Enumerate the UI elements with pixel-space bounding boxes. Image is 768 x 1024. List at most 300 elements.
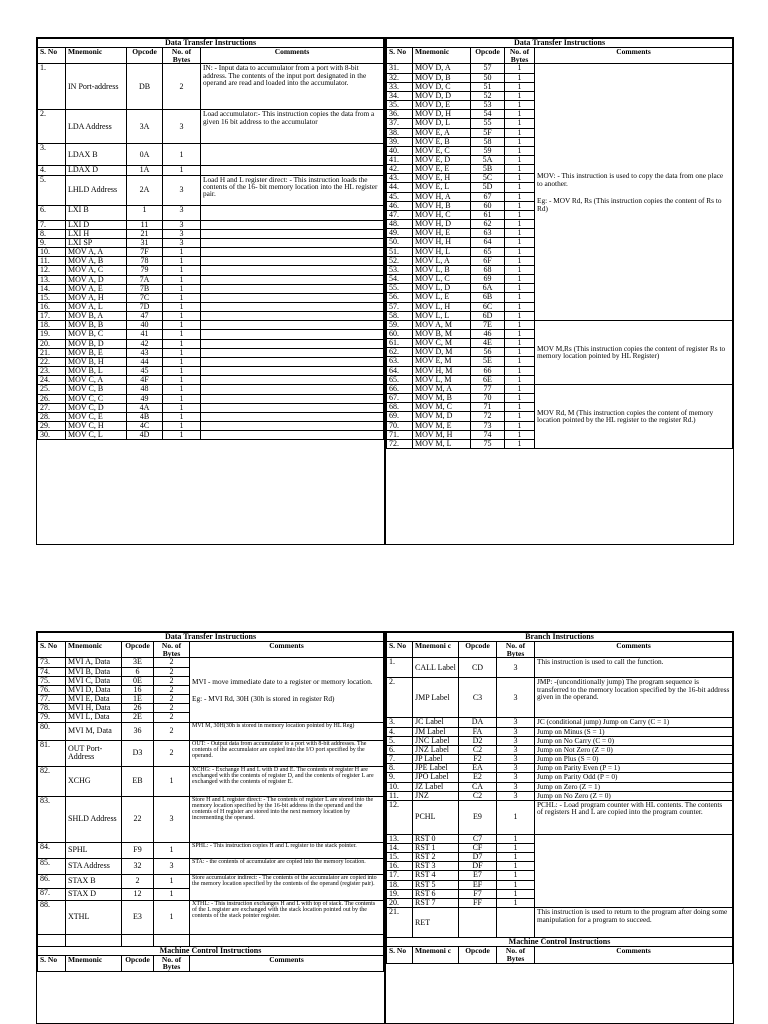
cell-opcode: 7B: [127, 284, 163, 293]
cell-bytes: 1: [497, 834, 535, 843]
cell-sno: 41.: [387, 156, 413, 165]
table-row: [387, 718, 733, 727]
cell-sno: 31.: [387, 64, 413, 73]
cell-bytes: 1: [505, 128, 535, 137]
cell-sno: 87.: [38, 888, 66, 900]
cell-mnemonic: MOV C, L: [66, 431, 127, 440]
cell-mnemonic: MOV H, C: [413, 210, 471, 219]
cell-comment: [535, 834, 733, 907]
cell-opcode: F7: [459, 889, 497, 898]
cell-sno: 8.: [387, 764, 413, 773]
cell-opcode: DB: [127, 64, 163, 110]
cell-mnemonic: RST 0: [413, 834, 459, 843]
table-row: [38, 330, 384, 339]
table-row: [38, 858, 384, 874]
cell-sno: 39.: [387, 137, 413, 146]
cell-sno: 68.: [387, 403, 413, 412]
cell-mnemonic: JPO Label: [413, 773, 459, 782]
cell-mnemonic: MOV H, H: [413, 238, 471, 247]
cell-bytes: 1: [163, 422, 201, 431]
cell-mnemonic: STAX D: [66, 888, 122, 900]
cell-sno: 83.: [38, 796, 66, 842]
cell-bytes: 3: [497, 718, 535, 727]
cell-bytes: 1: [505, 256, 535, 265]
cell-bytes: 1: [505, 220, 535, 229]
cell-comment: [201, 330, 384, 339]
cell-comment: [201, 238, 384, 247]
cell-mnemonic: MOV M, A: [413, 384, 471, 393]
cell-comment: [201, 284, 384, 293]
table-row: [38, 900, 384, 934]
cell-opcode: 6E: [471, 375, 505, 384]
cell-sno: 52.: [387, 256, 413, 265]
cell-mnemonic: MVI M, Data: [66, 722, 122, 740]
cell-mnemonic: OUT Port-Address: [66, 740, 122, 766]
cell-comment: [201, 275, 384, 284]
cell-mnemonic: IN Port-address: [66, 64, 127, 110]
cell-bytes: 1: [163, 412, 201, 421]
cell-comment: Store accumulator indirect: - The contents of the accumulator are copied into the memory location specified by the contents of the operand (register pair).: [190, 874, 384, 900]
cell-comment: [201, 166, 384, 175]
comment-paragraph: MOV: - This instruction is used to copy the data from one place to another.: [537, 171, 724, 188]
cell-bytes: 1: [505, 320, 535, 329]
cell-mnemonic: JP Label: [413, 755, 459, 764]
cell-mnemonic: LHLD Address: [66, 175, 127, 205]
header-row: [38, 48, 384, 64]
cell-comment-group: [535, 320, 733, 384]
cell-bytes: 1: [505, 265, 535, 274]
cell-bytes: 1: [497, 898, 535, 907]
cell-comment: [201, 248, 384, 257]
table-body: [387, 64, 733, 449]
cell-comment: [201, 257, 384, 266]
cell-mnemonic: MVI A, Data: [66, 658, 122, 667]
cell-mnemonic: MOV A, E: [66, 284, 127, 293]
cell-opcode: 7F: [127, 248, 163, 257]
cell-bytes: 3: [497, 791, 535, 800]
cell-mnemonic: MOV A, B: [66, 257, 127, 266]
cell-opcode: 54: [471, 110, 505, 119]
cell-opcode: 4A: [127, 403, 163, 412]
cell-sno: 8.: [38, 229, 66, 238]
table-row: [387, 773, 733, 782]
cell-mnemonic: JC Label: [413, 718, 459, 727]
cell-sno: 15.: [387, 853, 413, 862]
panel-title: Branch Instructions: [387, 633, 733, 642]
cell-sno: 69.: [387, 412, 413, 421]
cell-sno: 37.: [387, 119, 413, 128]
cell-sno: 7.: [387, 755, 413, 764]
cell-comment: JC (conditional jump) Jump on Carry (C = 1): [535, 718, 733, 727]
cell-bytes: 1: [505, 311, 535, 320]
cell-opcode: 5D: [471, 183, 505, 192]
cell-opcode: 56: [471, 348, 505, 357]
cell-mnemonic: JMP Label: [413, 678, 459, 718]
cell-mnemonic: MOV M, H: [413, 430, 471, 439]
cell-sno: 70.: [387, 421, 413, 430]
cell-opcode: 45: [127, 367, 163, 376]
cell-bytes: 2: [154, 740, 190, 766]
cell-opcode: 5C: [471, 174, 505, 183]
cell-opcode: 75: [471, 439, 505, 448]
data-transfer-table-1: [37, 38, 384, 440]
cell-comment: Jump on Zero (Z = 1): [535, 782, 733, 791]
cell-opcode: 60: [471, 201, 505, 210]
cell-sno: 12.: [38, 266, 66, 275]
branch-table: [386, 632, 733, 964]
cell-comment: OUT: - Output data from accumulator to a port with 8-bit addresses. The contents of the accumulator are copied into the I/O port specified by the operand.: [190, 740, 384, 766]
cell-mnemonic: LDA Address: [66, 110, 127, 144]
table-row: [38, 658, 384, 667]
cell-mnemonic: MOV L, C: [413, 275, 471, 284]
cell-opcode: 46: [471, 329, 505, 338]
cell-sno: 56.: [387, 293, 413, 302]
cell-bytes: 3: [163, 220, 201, 229]
cell-mnemonic: MOV E, B: [413, 137, 471, 146]
cell-comment: This instruction is used to return to the program after doing some manipulation for a program to succeed.: [535, 908, 733, 938]
cell-mnemonic: MOV A, C: [66, 266, 127, 275]
cell-opcode: 59: [471, 146, 505, 155]
table-row: [38, 740, 384, 766]
cell-sno: 77.: [38, 695, 66, 704]
cell-opcode: 74: [471, 430, 505, 439]
cell-comment: [201, 412, 384, 421]
table-row: [387, 791, 733, 800]
table-body: [38, 658, 384, 972]
cell-sno: 72.: [387, 439, 413, 448]
header-mnemonic: Mnemonic: [66, 48, 127, 64]
cell-sno: 44.: [387, 183, 413, 192]
table-row: [38, 266, 384, 275]
cell-opcode: DA: [459, 718, 497, 727]
cell-opcode: 64: [471, 238, 505, 247]
cell-mnemonic: MOV D, C: [413, 82, 471, 91]
panel-title: Data Transfer Instructions: [387, 39, 733, 48]
cell-bytes: 3: [497, 755, 535, 764]
cell-comment-group: [535, 384, 733, 448]
cell-bytes: 1: [505, 394, 535, 403]
cell-bytes: 1: [505, 357, 535, 366]
cell-bytes: 2: [154, 685, 190, 694]
cell-sno: 88.: [38, 900, 66, 934]
cell-sno: 61.: [387, 339, 413, 348]
cell-opcode: 41: [127, 330, 163, 339]
cell-bytes: 1: [505, 165, 535, 174]
cell-comment: Jump on No Zero (Z = 0): [535, 791, 733, 800]
cell-sno: 24.: [38, 376, 66, 385]
cell-sno: 19.: [387, 889, 413, 898]
cell-bytes: 3: [154, 858, 190, 874]
cell-opcode: E9: [459, 800, 497, 834]
cell-sno: 18.: [387, 880, 413, 889]
cell-sno: 51.: [387, 247, 413, 256]
cell-bytes: 1: [505, 439, 535, 448]
cell-opcode: 44: [127, 357, 163, 366]
cell-sno: 46.: [387, 201, 413, 210]
cell-sno: 40.: [387, 146, 413, 155]
cell-sno: 57.: [387, 302, 413, 311]
cell-opcode: 53: [471, 101, 505, 110]
cell-comment: [201, 229, 384, 238]
cell-sno: 81.: [38, 740, 66, 766]
cell-opcode: 71: [471, 403, 505, 412]
cell-sno: 12.: [387, 800, 413, 834]
cell-bytes: 3: [497, 727, 535, 736]
cell-sno: 13.: [38, 275, 66, 284]
cell-comment: [201, 303, 384, 312]
cell-bytes: 3: [163, 110, 201, 144]
cell-bytes: 1: [154, 874, 190, 888]
cell-sno: 82.: [38, 766, 66, 796]
cell-mnemonic: RST 3: [413, 862, 459, 871]
cell-mnemonic: MOV D, L: [413, 119, 471, 128]
empty-cell: [66, 934, 122, 946]
cell-sno: 16.: [387, 862, 413, 871]
cell-opcode: 2E: [122, 713, 154, 722]
cell-bytes: 1: [505, 119, 535, 128]
cell-opcode: 7C: [127, 293, 163, 302]
table-row: [387, 64, 733, 73]
cell-opcode: 0A: [127, 144, 163, 166]
header-row: [387, 642, 733, 658]
empty-cell: [154, 934, 190, 946]
table-row: [387, 782, 733, 791]
cell-bytes: 3: [154, 796, 190, 842]
cell-mnemonic: JPE Label: [413, 764, 459, 773]
cell-sno: 20.: [38, 339, 66, 348]
cell-bytes: 1: [505, 64, 535, 73]
cell-comment: [201, 376, 384, 385]
cell-sno: 75.: [38, 676, 66, 685]
cell-opcode: D7: [459, 853, 497, 862]
cell-comment: Jump on No Carry (C = 0): [535, 736, 733, 745]
table-row: [387, 678, 733, 718]
cell-mnemonic: MOV H, D: [413, 220, 471, 229]
cell-comment: Jump on Not Zero (Z = 0): [535, 745, 733, 754]
header-comments: Comments: [190, 642, 384, 658]
cell-bytes: 1: [505, 174, 535, 183]
cell-bytes: 1: [163, 312, 201, 321]
cell-mnemonic: JNZ Label: [413, 745, 459, 754]
cell-mnemonic: RST 1: [413, 844, 459, 853]
cell-mnemonic: RET: [413, 908, 459, 938]
cell-sno: 25.: [38, 385, 66, 394]
cell-opcode: DF: [459, 862, 497, 871]
cell-bytes: 1: [505, 348, 535, 357]
cell-bytes: 2: [154, 704, 190, 713]
cell-bytes: 1: [163, 330, 201, 339]
cell-comment-group: [190, 658, 384, 722]
cell-comment: SPHL: - This instruction copies H and L register to the stack pointer.: [190, 842, 384, 858]
cell-comment: MVI M, 30H(30h is stored in memory location pointed by HL Reg): [190, 722, 384, 740]
table-row: [38, 205, 384, 220]
header-mnemonic: Mnemoni c: [413, 947, 459, 963]
header-opcode: Opcode: [459, 642, 497, 658]
cell-opcode: E7: [459, 871, 497, 880]
cell-mnemonic: MOV D, H: [413, 110, 471, 119]
cell-opcode: EF: [459, 880, 497, 889]
cell-bytes: 2: [154, 667, 190, 676]
cell-opcode: C3: [459, 678, 497, 718]
cell-bytes: 2: [154, 658, 190, 667]
cell-sno: 65.: [387, 375, 413, 384]
cell-bytes: 2: [154, 713, 190, 722]
cell-bytes: 1: [163, 431, 201, 440]
cell-sno: 53.: [387, 265, 413, 274]
cell-comment: [201, 385, 384, 394]
cell-bytes: 1: [154, 842, 190, 858]
cell-sno: 21.: [38, 348, 66, 357]
cell-comment: Jump on Parity Even (P = 1): [535, 764, 733, 773]
cell-sno: 33.: [387, 82, 413, 91]
cell-bytes: 3: [497, 782, 535, 791]
panel-data-transfer-1: [36, 37, 385, 545]
cell-sno: 74.: [38, 667, 66, 676]
cell-sno: 60.: [387, 329, 413, 338]
table-row: [38, 284, 384, 293]
cell-opcode: 57: [471, 64, 505, 73]
header-row: [38, 955, 384, 971]
cell-bytes: 1: [505, 430, 535, 439]
cell-mnemonic: MOV H, E: [413, 229, 471, 238]
cell-sno: 67.: [387, 394, 413, 403]
cell-comment: IN: - Input data to accumulator from a port with 8-bit address. The contents of the input port designated in the operand are read and loaded into the accumulator.: [201, 64, 384, 110]
panel-branch: [385, 631, 734, 1024]
cell-bytes: 1: [154, 900, 190, 934]
cell-mnemonic: MOV B, A: [66, 312, 127, 321]
cell-opcode: 11: [127, 220, 163, 229]
cell-mnemonic: MOV H, B: [413, 201, 471, 210]
cell-mnemonic: MOV H, M: [413, 366, 471, 375]
cell-mnemonic: MOV L, E: [413, 293, 471, 302]
cell-bytes: 1: [163, 257, 201, 266]
cell-opcode: 77: [471, 384, 505, 393]
cell-sno: 66.: [387, 384, 413, 393]
cell-mnemonic: MOV H, A: [413, 192, 471, 201]
cell-bytes: [497, 908, 535, 938]
cell-sno: 63.: [387, 357, 413, 366]
cell-comment: [201, 339, 384, 348]
cell-comment: [201, 312, 384, 321]
cell-sno: 14.: [387, 844, 413, 853]
cell-mnemonic: LXI B: [66, 205, 127, 220]
cell-bytes: 1: [163, 293, 201, 302]
header-bytes: No. of Bytes: [497, 642, 535, 658]
cell-bytes: 1: [505, 247, 535, 256]
cell-bytes: 1: [505, 110, 535, 119]
cell-opcode: CF: [459, 844, 497, 853]
cell-bytes: 1: [163, 376, 201, 385]
cell-sno: 48.: [387, 220, 413, 229]
cell-mnemonic: MOV L, H: [413, 302, 471, 311]
cell-mnemonic: MVI B, Data: [66, 667, 122, 676]
header-sno: S. No: [38, 955, 66, 971]
cell-bytes: 1: [497, 853, 535, 862]
cell-opcode: 5B: [471, 165, 505, 174]
cell-sno: 49.: [387, 229, 413, 238]
cell-opcode: E3: [122, 900, 154, 934]
cell-bytes: 2: [163, 64, 201, 110]
cell-opcode: 5F: [471, 128, 505, 137]
cell-sno: 17.: [38, 312, 66, 321]
table-row: [38, 110, 384, 144]
cell-sno: 29.: [38, 422, 66, 431]
cell-opcode: 70: [471, 394, 505, 403]
cell-mnemonic: MVI H, Data: [66, 704, 122, 713]
cell-bytes: 2: [154, 722, 190, 740]
cell-bytes: 1: [163, 166, 201, 175]
header-row: [38, 642, 384, 658]
cell-opcode: 26: [122, 704, 154, 713]
header-bytes: No. of Bytes: [163, 48, 201, 64]
cell-sno: 86.: [38, 874, 66, 888]
cell-bytes: 1: [505, 421, 535, 430]
cell-sno: 2.: [387, 678, 413, 718]
cell-opcode: 78: [127, 257, 163, 266]
cell-comment: PCHL: - Load program counter with HL contents. The contents of registers H and L are copied into the program counter.: [535, 800, 733, 834]
cell-mnemonic: XCHG: [66, 766, 122, 796]
cell-opcode: C2: [459, 791, 497, 800]
cell-mnemonic: MOV C, M: [413, 339, 471, 348]
cell-bytes: 1: [163, 385, 201, 394]
cell-sno: 9.: [387, 773, 413, 782]
cell-mnemonic: MOV E, L: [413, 183, 471, 192]
cell-bytes: 1: [505, 73, 535, 82]
cell-bytes: 1: [505, 146, 535, 155]
cell-mnemonic: MOV D, D: [413, 91, 471, 100]
table-row: [38, 394, 384, 403]
cell-bytes: 1: [505, 156, 535, 165]
cell-opcode: 0E: [122, 676, 154, 685]
cell-opcode: 3A: [127, 110, 163, 144]
table-row: [38, 403, 384, 412]
table-row: [38, 796, 384, 842]
cell-sno: 3.: [387, 718, 413, 727]
panel-data-transfer-2: [385, 37, 734, 545]
cell-comment: [201, 431, 384, 440]
cell-bytes: 1: [163, 275, 201, 284]
cell-opcode: 61: [471, 210, 505, 219]
cell-bytes: 1: [154, 766, 190, 796]
cell-sno: 7.: [38, 220, 66, 229]
cell-opcode: 40: [127, 321, 163, 330]
section-row: [38, 946, 384, 955]
cell-opcode: 51: [471, 82, 505, 91]
cell-opcode: D3: [122, 740, 154, 766]
cell-mnemonic: MOV L, D: [413, 284, 471, 293]
table-row: [38, 144, 384, 166]
cell-mnemonic: JZ Label: [413, 782, 459, 791]
cell-sno: 42.: [387, 165, 413, 174]
cell-mnemonic: MOV C, H: [66, 422, 127, 431]
cell-mnemonic: MOV M, C: [413, 403, 471, 412]
cell-mnemonic: MOV B, L: [66, 367, 127, 376]
empty-row: [38, 934, 384, 946]
cell-sno: 3.: [38, 144, 66, 166]
cell-sno: 1.: [38, 64, 66, 110]
cell-bytes: 1: [497, 880, 535, 889]
header-opcode: Opcode: [122, 642, 154, 658]
cell-opcode: 68: [471, 265, 505, 274]
table-row: [38, 766, 384, 796]
header-mnemonic: Mnemonic: [66, 955, 122, 971]
cell-opcode: 58: [471, 137, 505, 146]
cell-bytes: 1: [505, 137, 535, 146]
cell-bytes: 1: [163, 284, 201, 293]
cell-sno: 64.: [387, 366, 413, 375]
cell-sno: 15.: [38, 293, 66, 302]
cell-bytes: 1: [505, 201, 535, 210]
